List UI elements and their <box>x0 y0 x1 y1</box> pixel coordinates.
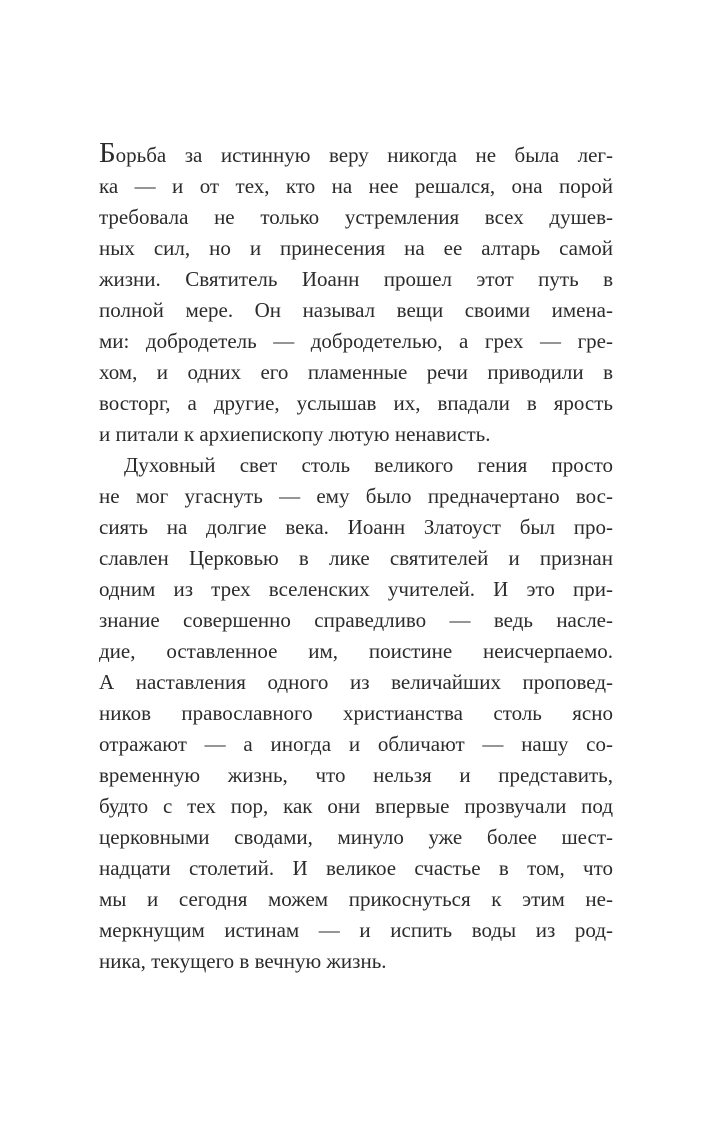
text-line: ми: добродетель — добродетелью, а грех — гре- <box>99 329 613 353</box>
text-line: и питали к архиепископу лютую ненависть. <box>99 422 491 446</box>
text-line: ника, текущего в вечную жизнь. <box>99 949 387 973</box>
text-line: знание совершенно справедливо — ведь насле- <box>99 608 613 632</box>
text-line: меркнущим истинам — и испить воды из род- <box>99 918 613 942</box>
text-line: жизни. Святитель Иоанн прошел этот путь в <box>99 267 613 291</box>
body-text <box>99 138 613 977</box>
text-line: А наставления одного из величайших проповед- <box>99 670 613 694</box>
text-line: сиять на долгие века. Иоанн Златоуст был про- <box>99 515 613 539</box>
text-line: дие, оставленное им, поистине неисчерпаемо. <box>99 639 613 663</box>
text-line: мы и сегодня можем прикоснуться к этим не- <box>99 887 613 911</box>
initial-capital: Б <box>99 137 116 169</box>
text-line: временную жизнь, что нельзя и представить, <box>99 763 613 787</box>
text-line: восторг, а другие, услышав их, впадали в ярость <box>99 391 613 415</box>
text-line: полной мере. Он называл вещи своими имена- <box>99 298 613 322</box>
text-line: хом, и одних его пламенные речи приводили в <box>99 360 613 384</box>
text-line: будто с тех пор, как они впервые прозвучали под <box>99 794 613 818</box>
text-line <box>99 138 613 171</box>
text-line: отражают — а иногда и обличают — нашу со- <box>99 732 613 756</box>
text-line: ка — и от тех, кто на нее решался, она порой <box>99 174 613 198</box>
text-line: церковными сводами, минуло уже более шест- <box>99 825 613 849</box>
text-line-content: орьба за истинную веру никогда не была лег- <box>115 143 613 167</box>
text-line: требовала не только устремления всех душев- <box>99 205 613 229</box>
text-line: Духовный свет столь великого гения просто <box>124 453 613 477</box>
text-line: одним из трех вселенских учителей. И это при- <box>99 577 613 601</box>
text-line: ных сил, но и принесения на ее алтарь самой <box>99 236 613 260</box>
text-line: надцати столетий. И великое счастье в том, что <box>99 856 613 880</box>
text-line: не мог угаснуть — ему было предначертано вос- <box>99 484 613 508</box>
text-line: славлен Церковью в лике святителей и признан <box>99 546 613 570</box>
paragraph-1 <box>99 138 613 450</box>
paragraph-2 <box>99 450 613 977</box>
text-line: ников православного христианства столь ясно <box>99 701 613 725</box>
